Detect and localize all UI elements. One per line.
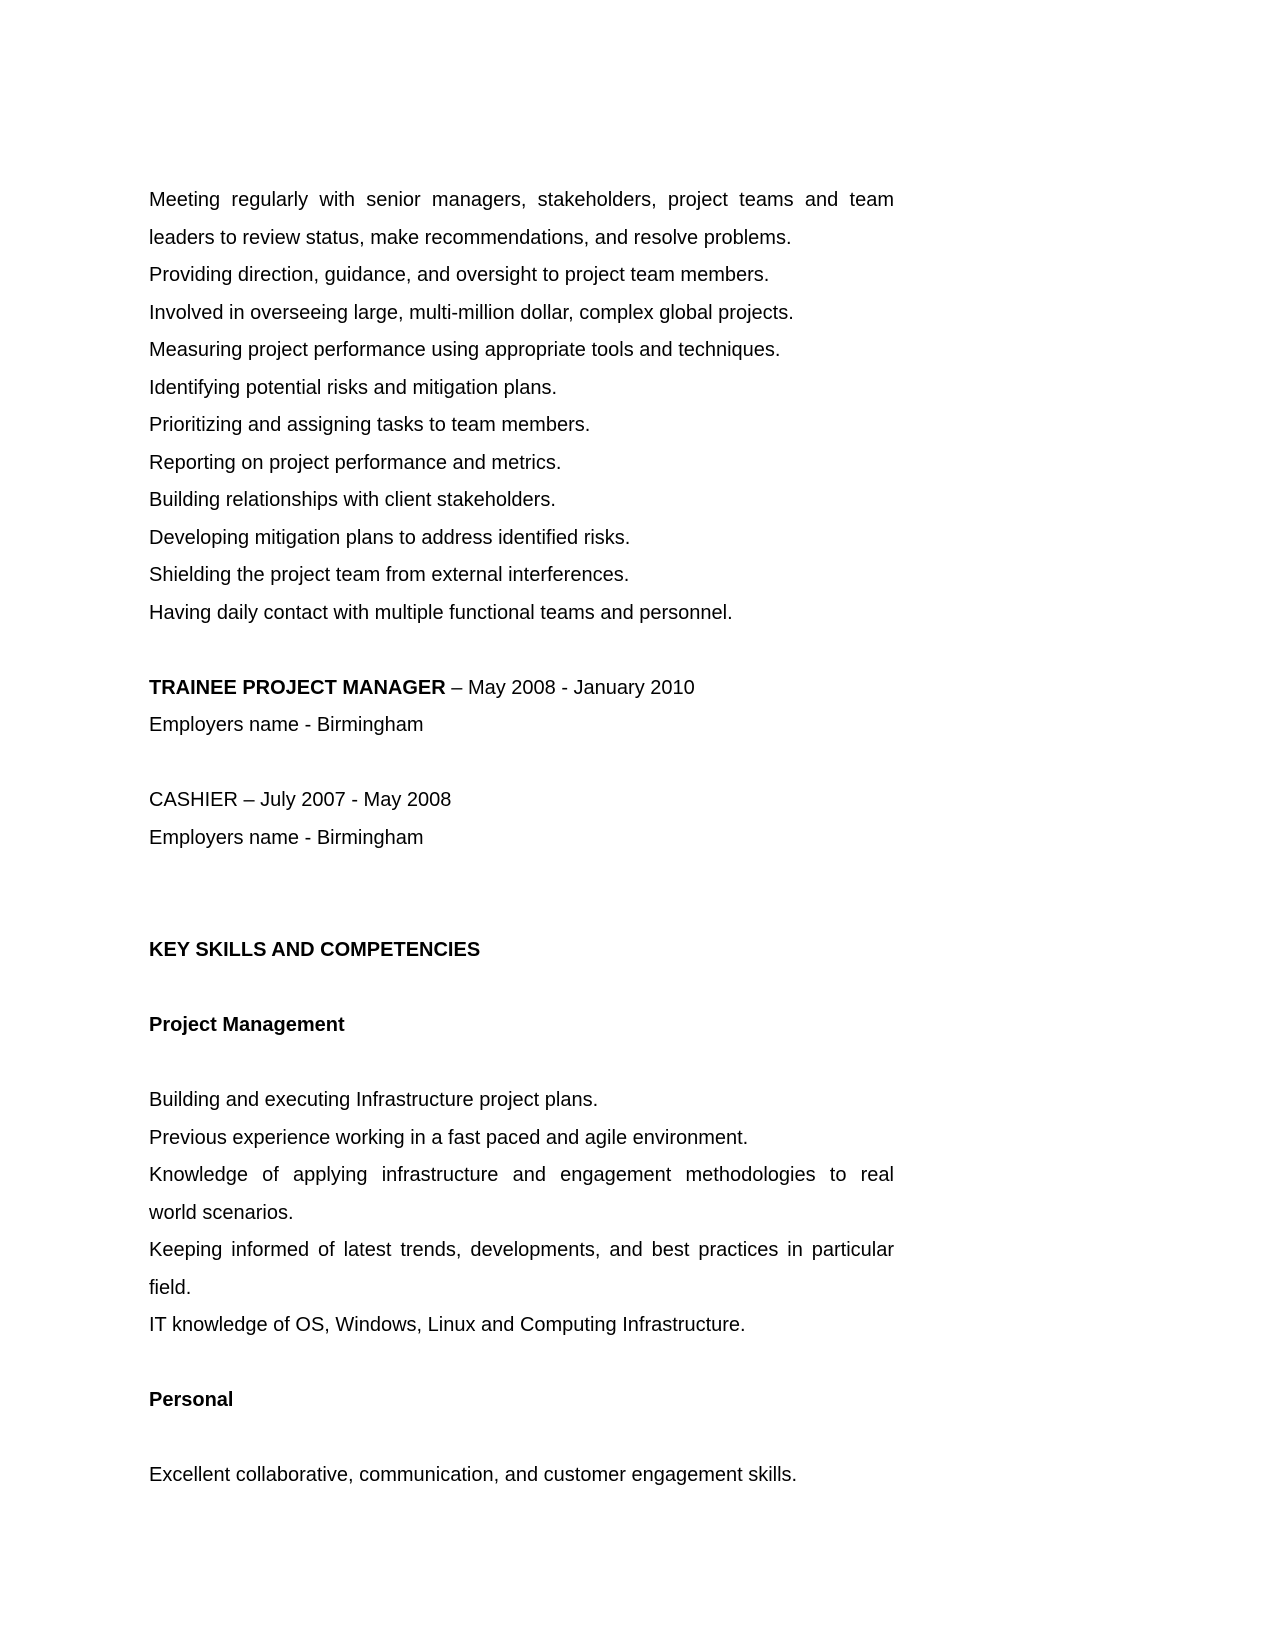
skill-line: world scenarios. — [149, 1201, 294, 1224]
duty-line: Meeting regularly with senior managers, stakeholders, project teams and team — [149, 189, 894, 211]
duty-line: Developing mitigation plans to address identified risks. — [149, 526, 631, 549]
skill-line: Excellent collaborative, communication, and customer engagement skills. — [149, 1464, 798, 1486]
job-heading — [149, 670, 894, 708]
personal-list — [149, 1457, 894, 1495]
skill-line: field. — [149, 1276, 192, 1299]
duties-list — [149, 182, 894, 632]
job-dates: – May 2008 - January 2010 — [445, 676, 695, 699]
skill-line: Previous experience working in a fast paced and agile environment. — [149, 1126, 749, 1149]
personal-heading: Personal — [149, 1389, 234, 1411]
duty-line: Providing direction, guidance, and oversight to project team members. — [149, 264, 770, 286]
job-employer: Employers name - Birmingham — [149, 714, 424, 736]
job-dates: – July 2007 - May 2008 — [237, 789, 452, 811]
duty-line: Involved in overseeing large, multi-million dollar, complex global projects. — [149, 301, 794, 324]
job-title: TRAINEE PROJECT MANAGER — [149, 676, 446, 699]
duty-line: Building relationships with client stakeholders. — [149, 489, 556, 511]
job-employer: Employers name - Birmingham — [149, 826, 424, 849]
job-entry-trainee — [149, 670, 894, 745]
duty-line: leaders to review status, make recommendations, and resolve problems. — [149, 226, 792, 249]
skill-line: Keeping informed of latest trends, developments, and best practices in particular — [149, 1239, 894, 1261]
job-heading — [149, 782, 894, 820]
skill-line: Building and executing Infrastructure project plans. — [149, 1089, 599, 1111]
duty-line: Having daily contact with multiple functional teams and personnel. — [149, 601, 733, 624]
duty-line: Shielding the project team from external interferences. — [149, 564, 630, 586]
job-entry-cashier — [149, 782, 894, 857]
skills-heading: KEY SKILLS AND COMPETENCIES — [149, 939, 481, 961]
job-title: CASHIER — [149, 789, 238, 811]
project-management-heading: Project Management — [149, 1014, 345, 1036]
duty-line: Identifying potential risks and mitigation plans. — [149, 376, 558, 399]
project-management-list — [149, 1082, 894, 1345]
skill-line: Knowledge of applying infrastructure and engagement methodologies to real — [149, 1164, 894, 1186]
duty-line: Prioritizing and assigning tasks to team members. — [149, 414, 591, 436]
duty-line: Measuring project performance using appropriate tools and techniques. — [149, 339, 781, 361]
resume-page — [149, 182, 894, 1495]
skill-line: IT knowledge of OS, Windows, Linux and Computing Infrastructure. — [149, 1314, 746, 1336]
duty-line: Reporting on project performance and metrics. — [149, 451, 562, 474]
